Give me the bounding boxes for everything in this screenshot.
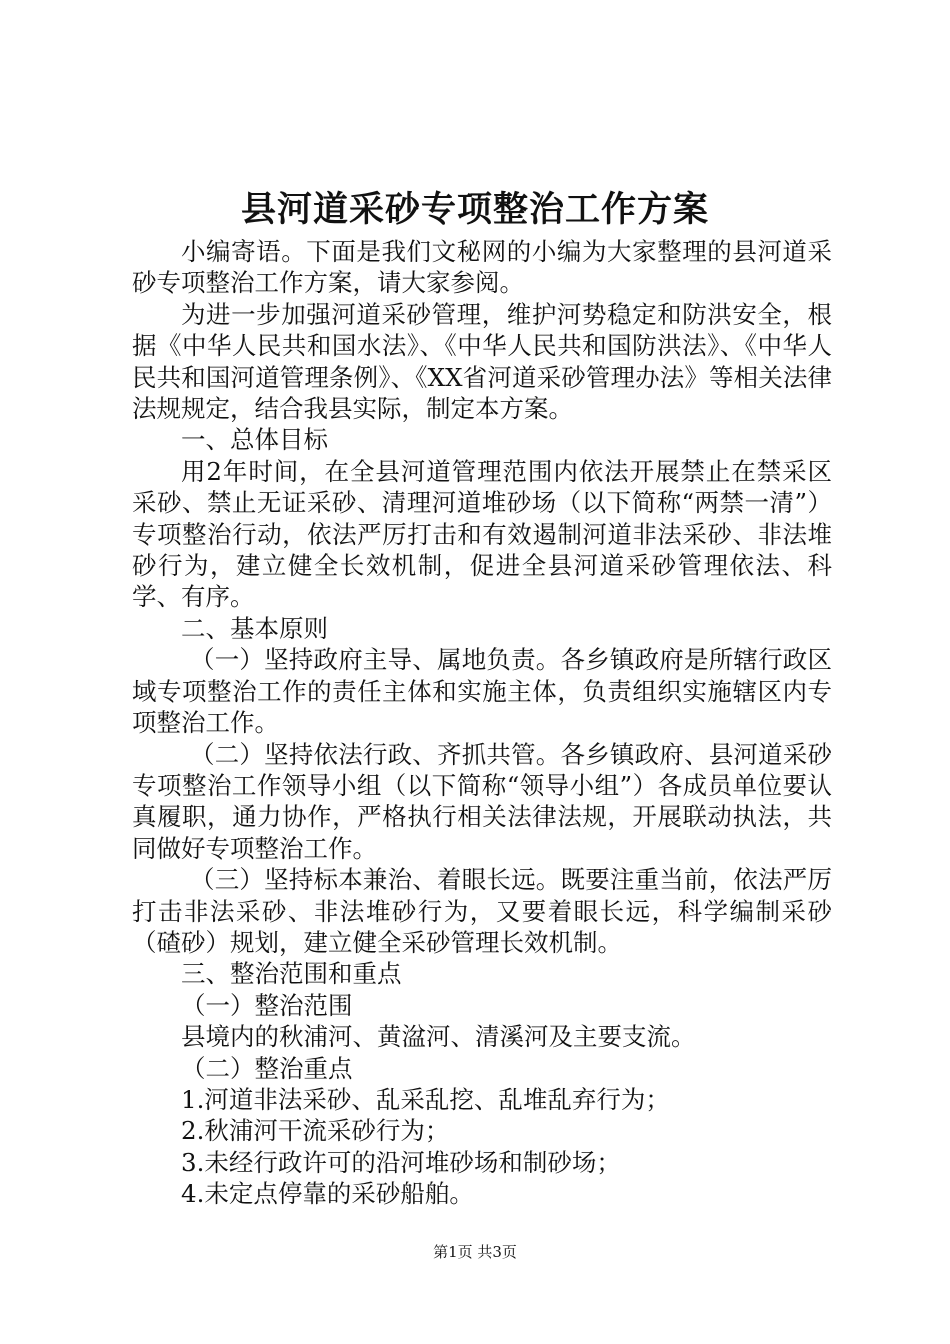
paragraph-intro: 小编寄语。下面是我们文秘网的小编为大家整理的县河道采砂专项整治工作方案，请大家参阅。 [132, 237, 832, 298]
document-body [132, 236, 832, 1210]
page-footer: 第1页 共3页 [433, 1243, 517, 1261]
section-heading-principles: 二、基本原则 [181, 613, 328, 643]
list-item: 3.未经行政许可的沿河堆砂场和制砂场； [181, 1147, 621, 1177]
paragraph-principle-1: （一）坚持政府主导、属地负责。各乡镇政府是所辖行政区域专项整治工作的责任主体和实施主体，负责组织实施辖区内专项整治工作。 [132, 645, 832, 738]
paragraph-scope: 县境内的秋浦河、黄湓河、清溪河及主要支流。 [181, 1022, 696, 1052]
subheading-scope: （一）整治范围 [181, 990, 353, 1020]
list-item: 4.未定点停靠的采砂船舶。 [181, 1179, 474, 1209]
paragraph-principle-2: （二）坚持依法行政、齐抓共管。各乡镇政府、县河道采砂专项整治工作领导小组（以下简称“领导小组”）各成员单位要认真履职，通力协作，严格执行相关法律法规，开展联动执法，共同做好专项整治工作。 [132, 739, 832, 863]
paragraph-goal: 用2年时间，在全县河道管理范围内依法开展禁止在禁采区采砂、禁止无证采砂、清理河道堆砂场（以下简称“两禁一清”）专项整治行动，依法严厉打击和有效遏制河道非法采砂、非法堆砂行为，建立健全长效机制，促进全县河道采砂管理依法、科学、有序。 [132, 456, 832, 612]
document-title: 县河道采砂专项整治工作方案 [240, 189, 709, 230]
list-item: 1.河道非法采砂、乱采乱挖、乱堆乱弃行为； [181, 1084, 670, 1114]
subheading-focus: （二）整治重点 [181, 1053, 353, 1083]
section-heading-goal: 一、总体目标 [181, 425, 328, 455]
list-item: 2.秋浦河干流采砂行为； [181, 1116, 450, 1146]
paragraph-principle-3: （三）坚持标本兼治、着眼长远。既要注重当前，依法严厉打击非法采砂、非法堆砂行为，又要着眼长远，科学编制采砂（碴砂）规划，建立健全采砂管理长效机制。 [132, 865, 832, 957]
section-heading-scope: 三、整治范围和重点 [181, 959, 402, 989]
paragraph-purpose: 为进一步加强河道采砂管理，维护河势稳定和防洪安全，根据《中华人民共和国水法》、《中华人民共和国防洪法》、《中华人民共和国河道管理条例》、《XX省河道采砂管理办法》等相关法律法规规定，结合我县实际，制定本方案。 [132, 299, 832, 424]
